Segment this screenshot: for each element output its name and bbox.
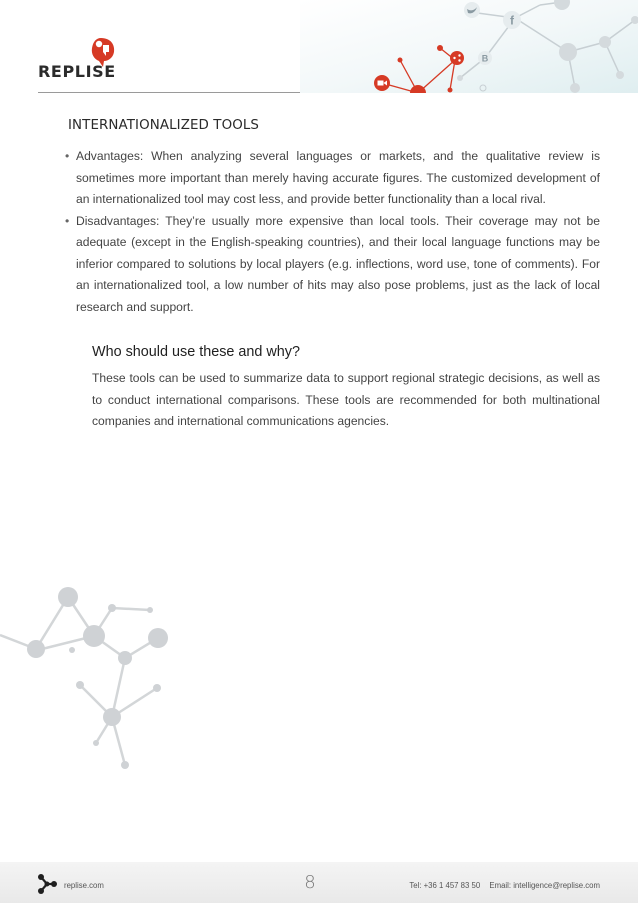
- twitter-icon: [464, 2, 480, 18]
- replise-symbol-icon: [36, 873, 58, 895]
- bullet-marker: •: [65, 213, 70, 228]
- share-icon: [450, 51, 464, 65]
- bullet-disadvantages: [65, 211, 600, 319]
- bullet-list: [65, 146, 600, 318]
- qa-text: These tools can be used to summarize data to support regional strategic decisions, as well as to conduct international comparisons. These tools are recommended for both multinational companies and international communications agencies.: [92, 371, 600, 428]
- footer-email[interactable]: Email: intelligence@replise.com: [489, 881, 600, 890]
- social-network-banner: [300, 0, 638, 93]
- qa-heading: Who should use these and why?: [92, 344, 300, 360]
- bullet-advantages: [65, 146, 600, 211]
- header-divider: [38, 92, 300, 93]
- bullet-marker: •: [65, 149, 70, 163]
- bullet-text: Advantages: When analyzing several languages or markets, and the qualitative review is sometimes more important than merely having accurate figures. The customized development of an internationalized tool may cost less, and provide better functionality than a local rival.: [76, 149, 600, 206]
- svg-text:f: f: [510, 13, 514, 28]
- footer-contact: [380, 881, 600, 890]
- section-title: INTERNATIONALIZED TOOLS: [68, 118, 260, 133]
- footer-phone: Tel: +36 1 457 83 50: [409, 881, 481, 890]
- svg-text:B: B: [481, 53, 489, 64]
- page-number: 8: [304, 872, 316, 893]
- video-icon: [374, 75, 390, 91]
- blogger-icon: [478, 51, 492, 65]
- footer-website[interactable]: replise.com: [64, 881, 104, 890]
- molecule-decoration-icon: [0, 565, 175, 780]
- bullet-text: Disadvantages: They’re usually more expensive than local tools. Their coverage may not be adequate (except in the English-speaking countries), and their local language functions may be inferior compared to solutions by local players (e.g. inflections, word use, tone of comments). For an internationalized tool, a low number of hits may also pose problems, just as the lack of local research and support.: [76, 213, 600, 314]
- facebook-icon: [503, 11, 521, 29]
- brand-name: REPLISE: [38, 62, 116, 81]
